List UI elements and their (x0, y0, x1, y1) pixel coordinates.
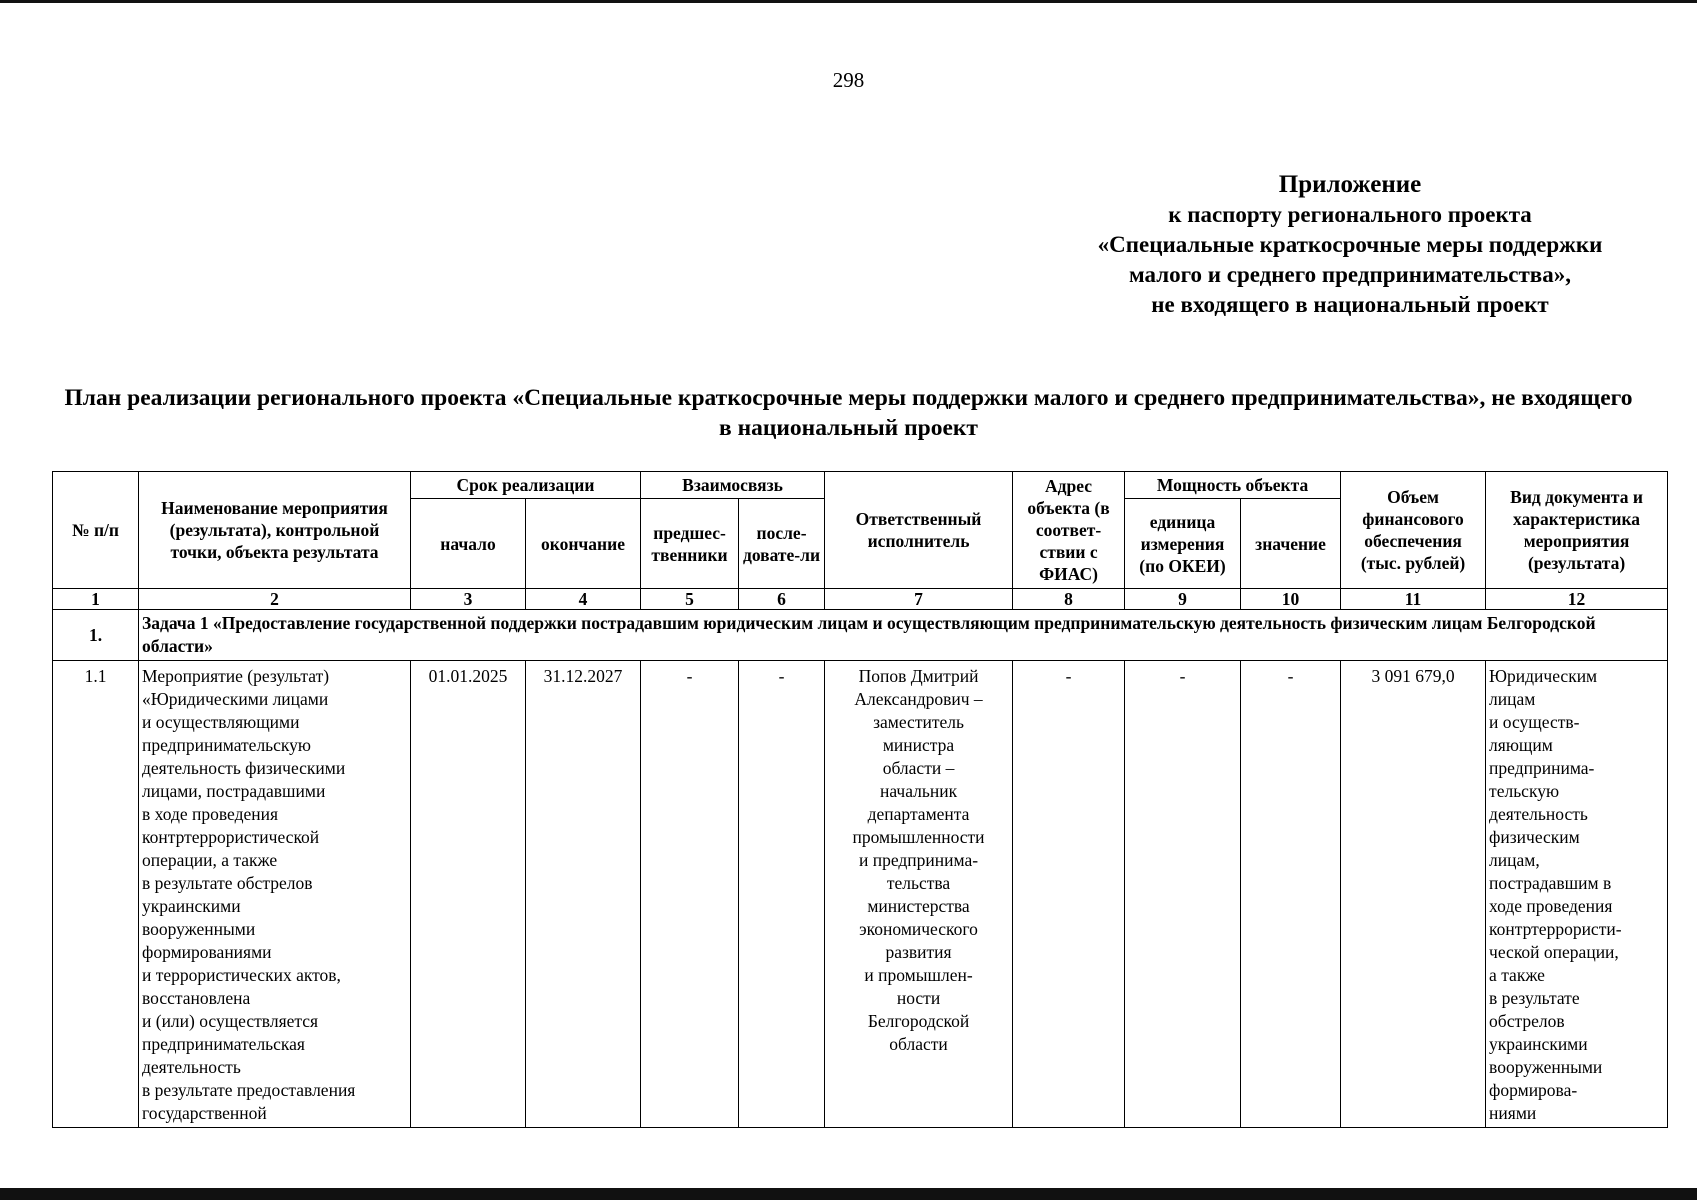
header-predecessors: предшес-твенники (641, 499, 739, 589)
column-number: 12 (1486, 589, 1668, 610)
column-number: 9 (1125, 589, 1241, 610)
header-successors: после-довате-ли (739, 499, 825, 589)
row-address: - (1013, 661, 1125, 1128)
column-number: 10 (1241, 589, 1341, 610)
scan-bottom-edge (0, 1188, 1697, 1200)
header-value: значение (1241, 499, 1341, 589)
header-unit: единица измерения (по ОКЕИ) (1125, 499, 1241, 589)
appendix-heading (1040, 170, 1660, 320)
column-number: 11 (1341, 589, 1486, 610)
row-finance: 3 091 679,0 (1341, 661, 1486, 1128)
column-number: 4 (526, 589, 641, 610)
column-numbers-row (53, 589, 1668, 610)
header-link: Взаимосвязь (641, 472, 825, 499)
column-number: 3 (411, 589, 526, 610)
header-start: начало (411, 499, 526, 589)
appendix-line: Приложение (1278, 171, 1422, 198)
column-number: 1 (53, 589, 139, 610)
task-row (53, 610, 1668, 661)
column-number: 8 (1013, 589, 1125, 610)
row-responsible: Попов Дмитрий Александрович – заместитель министра области – начальник департамента промышленности и предпринима- тельства министерства экономического развития и промышлен- ности Белгородской области (825, 661, 1013, 1128)
appendix-line: не входящего в национальный проект (1151, 292, 1549, 317)
column-number: 2 (139, 589, 411, 610)
row-start-date: 01.01.2025 (411, 661, 526, 1128)
plan-table (52, 471, 1668, 1128)
appendix-line: малого и среднего предпринимательства», (1129, 262, 1571, 287)
scan-top-edge (0, 0, 1697, 3)
header-capacity: Мощность объекта (1125, 472, 1341, 499)
column-number: 7 (825, 589, 1013, 610)
header-end: окончание (526, 499, 641, 589)
header-name: Наименование мероприятия (результата), контрольной точки, объекта результата (139, 472, 411, 589)
task-number: 1. (53, 610, 139, 661)
plan-title: План реализации регионального проекта «Специальные краткосрочные меры поддержки малого и среднего предпринимательства», не входящего в национальный проект (64, 385, 1633, 441)
header-responsible: Ответственный исполнитель (825, 472, 1013, 589)
task-text: Задача 1 «Предоставление государственной поддержки пострадавшим юридическим лицам и осуществляющим предпринимательскую деятельность физическим лицам Белгородской области» (139, 610, 1668, 661)
row-predecessors: - (641, 661, 739, 1128)
header-num: № п/п (53, 472, 139, 589)
column-number: 6 (739, 589, 825, 610)
header-document: Вид документа и характеристика мероприятия (результата) (1486, 472, 1668, 589)
row-name: Мероприятие (результат) «Юридическими лицами и осуществляющими предпринимательскую деятельность физическими лицами, пострадавшими в ходе проведения контртеррористической операции, а также в результате обстрелов украинскими вооруженными формированиями и террористических актов, восстановлена и (или) осуществляется предпринимательская деятельность в результате предоставления государственной (139, 661, 411, 1128)
row-number: 1.1 (53, 661, 139, 1128)
header-finance: Объем финансового обеспечения (тыс. рублей) (1341, 472, 1486, 589)
header-address: Адрес объекта (в соответ-ствии с ФИАС) (1013, 472, 1125, 589)
header-row-top (53, 472, 1668, 499)
row-end-date: 31.12.2027 (526, 661, 641, 1128)
column-number: 5 (641, 589, 739, 610)
row-unit: - (1125, 661, 1241, 1128)
page-number: 298 (832, 68, 865, 92)
header-term: Срок реализации (411, 472, 641, 499)
appendix-line: к паспорту регионального проекта (1168, 202, 1532, 227)
table-row (53, 661, 1668, 1128)
row-document: Юридическим лицам и осуществ- ляющим предпринима- тельскую деятельность физическим лицам, пострадавшим в ходе проведения контртеррористи- ческой операции, а также в результате обстрелов украинскими вооруженными формирова- ниями (1486, 661, 1668, 1128)
row-successors: - (739, 661, 825, 1128)
appendix-line: «Специальные краткосрочные меры поддержки (1097, 232, 1603, 257)
row-value: - (1241, 661, 1341, 1128)
